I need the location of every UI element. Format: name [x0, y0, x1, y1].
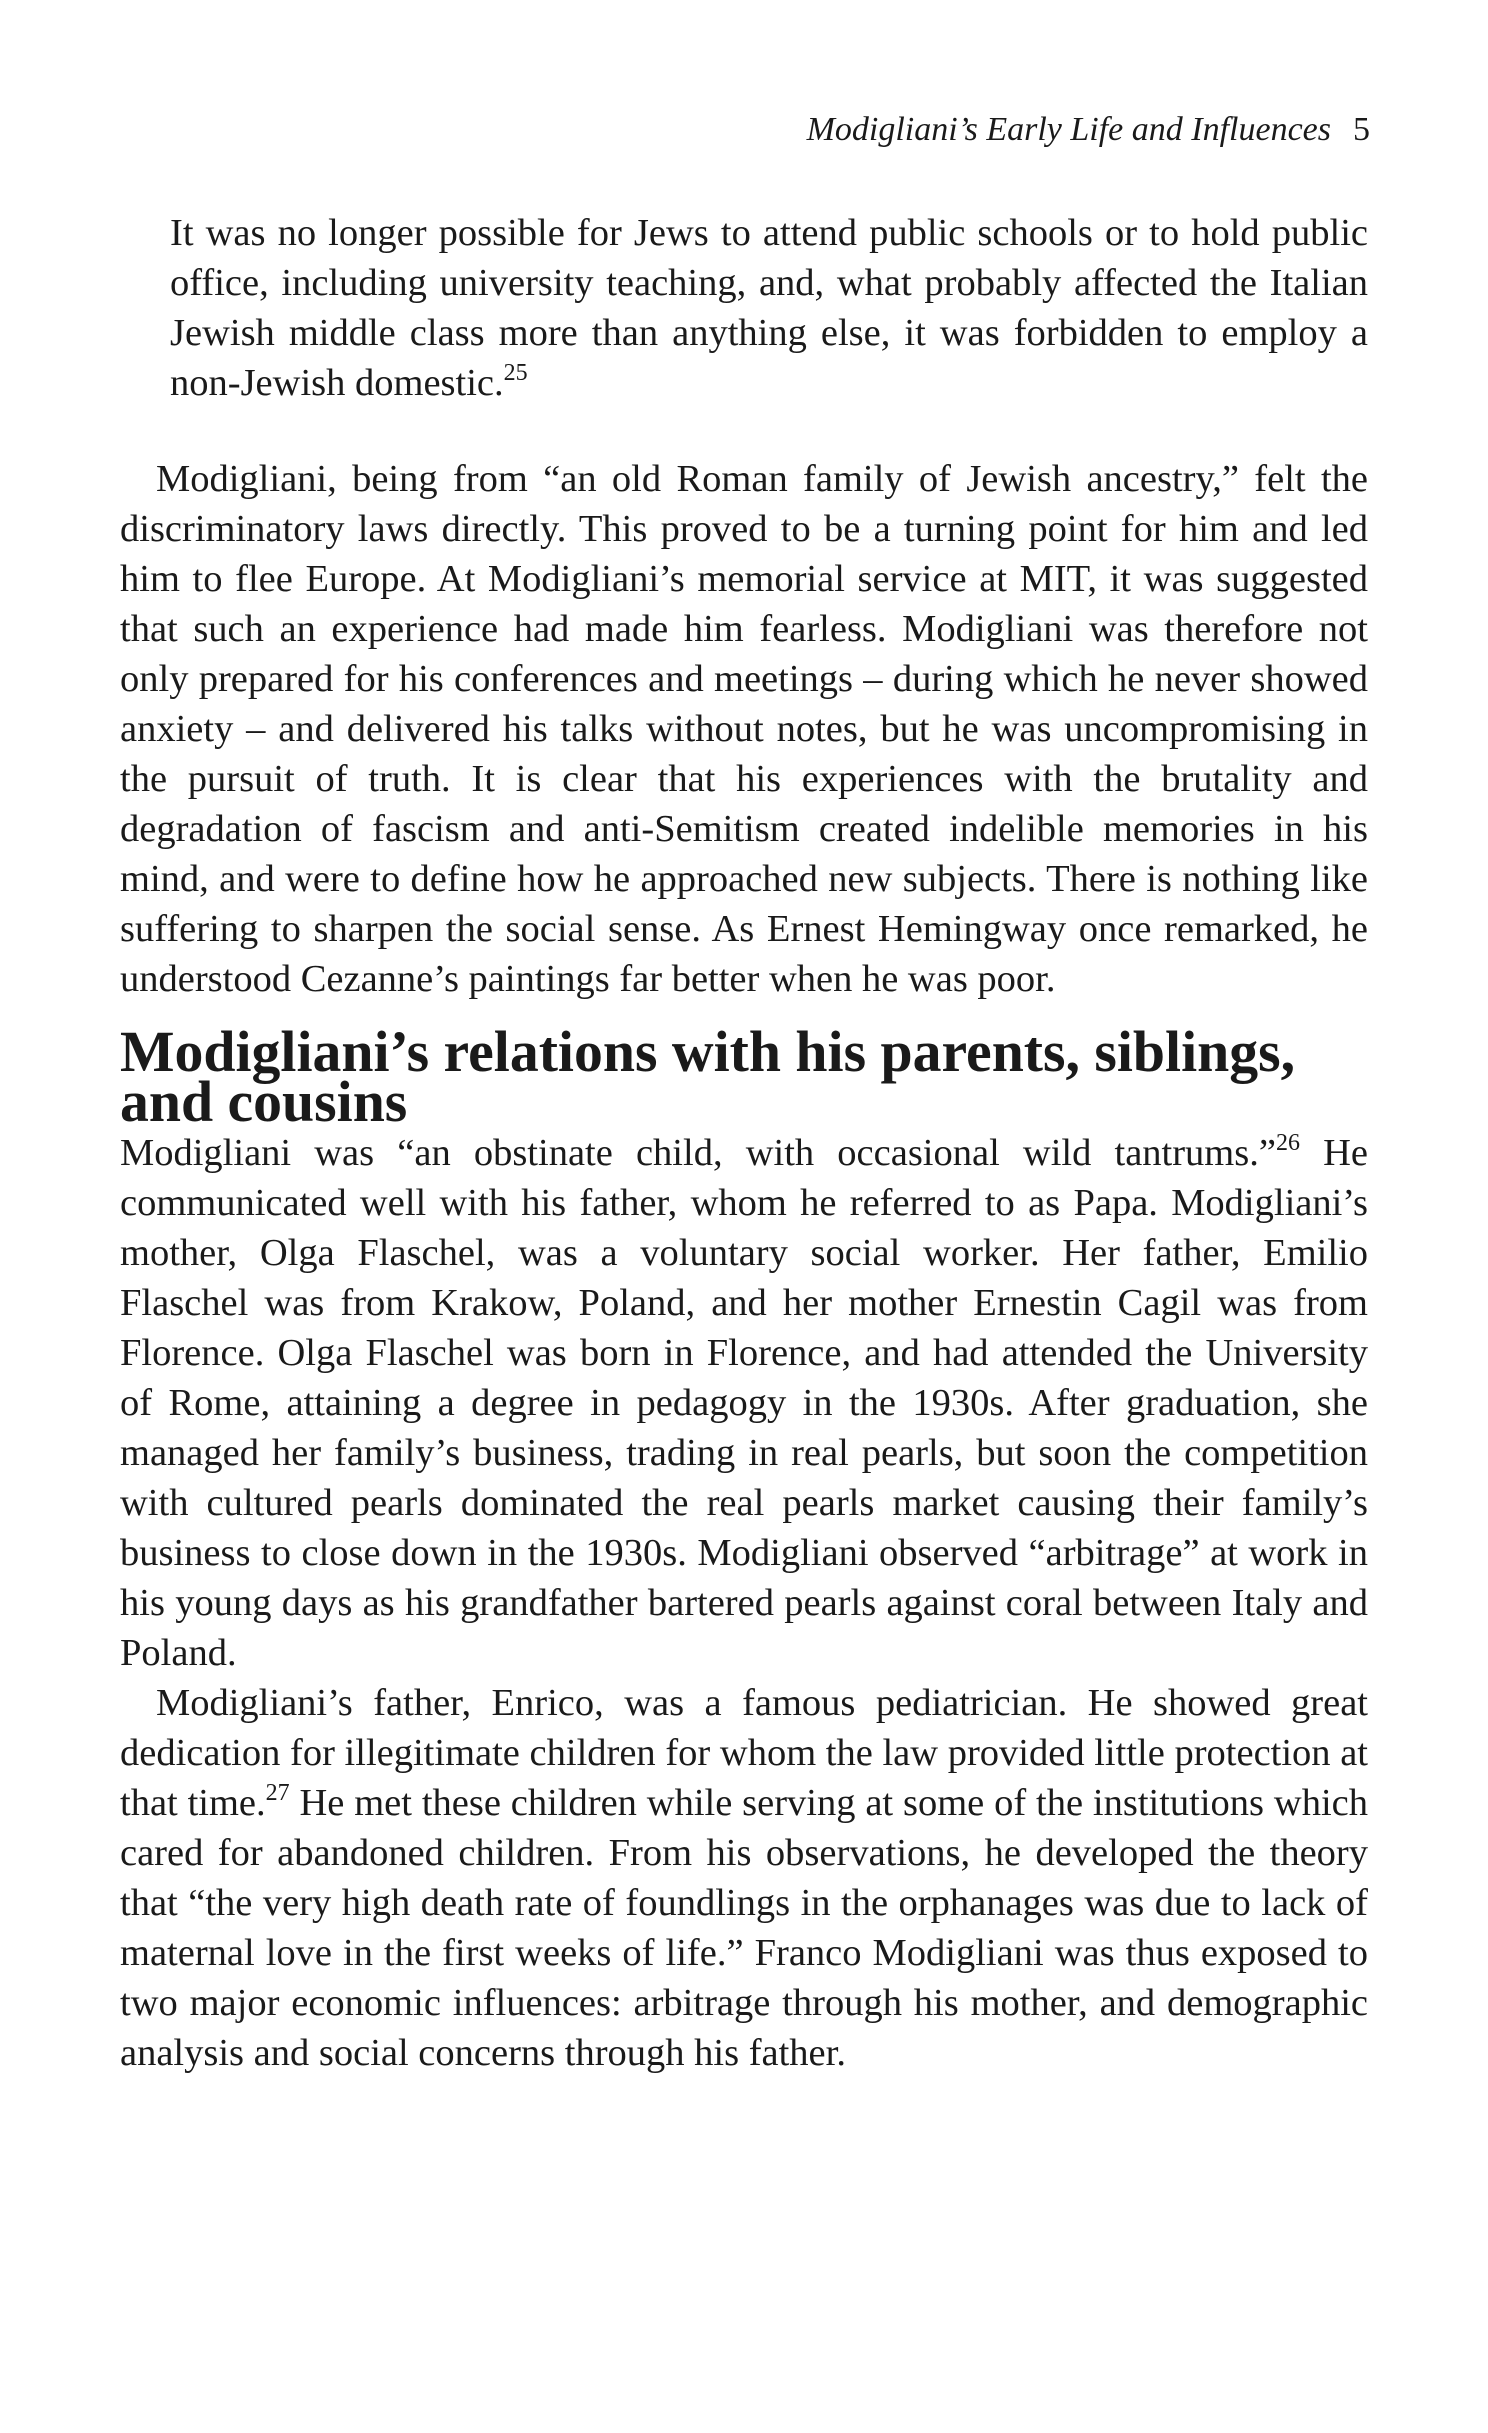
running-title: Modigliani’s Early Life and Influences: [806, 111, 1331, 148]
paragraph-2-rest: He communicated well with his father, whom he referred to as Papa. Modigliani’s mother, Olga Flaschel, was a voluntary social worker. Her father, Emilio Flaschel was from Krakow, Poland, and her mother Ernestin Cagil was from Florence. Olga Flaschel was born in Florence, and had attended the University of Rome, attaining a degree in pedagogy in the 1930s. After graduation, she managed her family’s business, trading in real pearls, but soon the competition with cultured pearls dominated the real pearls market causing their family’s business to close down in the 1930s. Modigliani observed “arbitrage” at work in his young days as his grandfather bartered pearls against coral between Italy and Poland.: [120, 1132, 1368, 1674]
page-number: 5: [1353, 111, 1370, 148]
footnote-ref-25[interactable]: 25: [503, 360, 528, 386]
page-body: [120, 208, 1368, 2078]
footnote-ref-26[interactable]: 26: [1275, 1130, 1300, 1156]
footnote-ref-27[interactable]: 27: [265, 1780, 290, 1806]
running-head: [807, 110, 1370, 150]
paragraph-2: [120, 1128, 1368, 1678]
paragraph-2-lead: Modigliani was “an obstinate child, with occasional wild tantrums.”: [120, 1132, 1276, 1174]
block-quote: [170, 208, 1368, 408]
paragraph-1: Modigliani, being from “an old Roman family of Jewish ancestry,” felt the discriminatory laws directly. This proved to be a turning point for him and led him to flee Europe. At Modigliani’s memorial service at MIT, it was suggested that such an experience had made him fearless. Modigliani was therefore not only prepared for his conferences and meetings – during which he never showed anxiety – and delivered his talks without notes, but he was uncompromising in the pursuit of truth. It is clear that his experiences with the brutality and degradation of fascism and anti-Semitism created indelible memories in his mind, and were to define how he approached new subjects. There is nothing like suffering to sharpen the social sense. As Ernest Hemingway once remarked, he understood Cezanne’s paintings far better when he was poor.: [120, 458, 1368, 1000]
paragraph-3-rest: He met these children while serving at some of the institutions which cared for abandoned children. From his observations, he developed the theory that “the very high death rate of foundlings in the orphanages was due to lack of maternal love in the first weeks of life.” Franco Modigliani was thus exposed to two major economic influences: arbitrage through his mother, and demographic analysis and social concerns through his father.: [120, 1782, 1368, 2074]
paragraph-3-lead: Modigliani’s father, Enrico, was a famous pediatrician. He showed great dedication for illegitimate children for whom the law provided little protection at that time.: [120, 1682, 1368, 1824]
block-quote-text: It was no longer possible for Jews to attend public schools or to hold public office, including university teaching, and, what probably affected the Italian Jewish middle class more than anything else, it was forbidden to employ a non-Jewish domestic.: [170, 212, 1368, 404]
section-heading: Modigliani’s relations with his parents, siblings, and cousins: [120, 1021, 1296, 1134]
paragraph-3: [120, 1678, 1368, 2078]
